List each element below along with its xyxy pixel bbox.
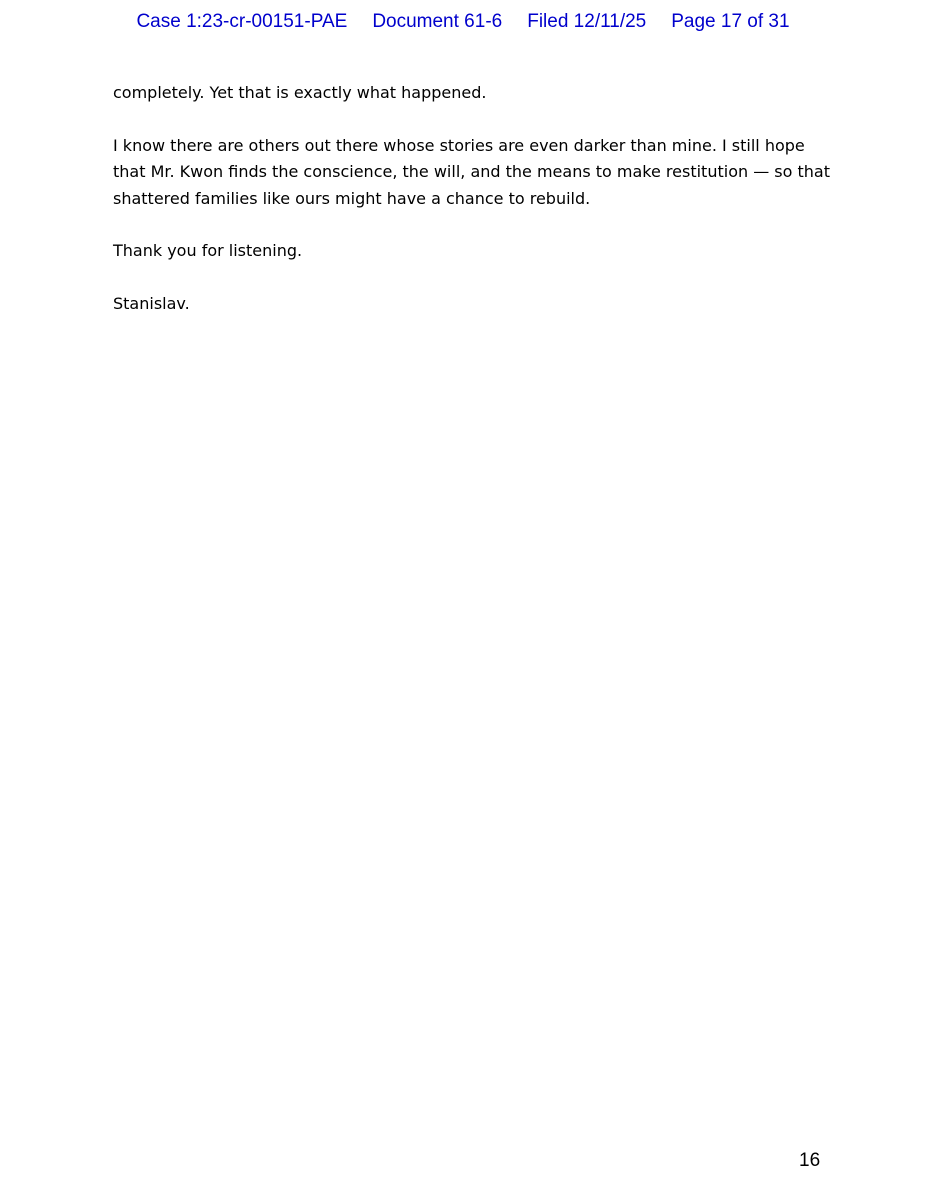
page-number: 16: [799, 1150, 821, 1171]
signature: Stanislav.: [113, 293, 190, 313]
letter-body: [113, 80, 833, 343]
document-number: Document 61-6: [372, 11, 503, 32]
paragraph: completely. Yet that is exactly what happened.: [113, 83, 487, 102]
page-count: Page 17 of 31: [671, 11, 790, 32]
paragraph: I know there are others out there whose stories are even darker than mine. I still hope that Mr. Kwon finds the conscience, the will, and the means to make restitution — so that shattered families like ours might have a chance to rebuild.: [113, 135, 830, 208]
paragraph: Thank you for listening.: [113, 241, 303, 260]
filed-date: Filed 12/11/25: [527, 11, 647, 32]
case-number: Case 1:23-cr-00151-PAE: [136, 11, 348, 32]
case-header: [0, 9, 926, 35]
